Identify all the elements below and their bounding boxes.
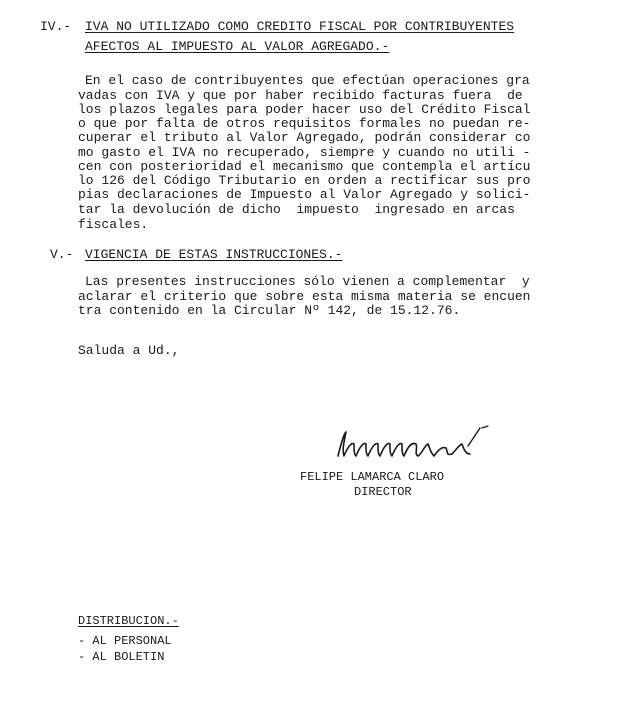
body-line: fiscales. [78, 217, 149, 232]
section-v-heading: VIGENCIA DE ESTAS INSTRUCCIONES.- [85, 247, 343, 262]
body-line: mo gasto el IVA no recuperado, siempre y cuando no utili - [78, 145, 531, 160]
section-iv-number: IV.- [40, 19, 72, 34]
body-line: En el caso de contribuyentes que efectúan operaciones gra [85, 73, 530, 88]
signatory-name: FELIPE LAMARCA CLARO [300, 470, 445, 484]
section-iv-heading-line2: AFECTOS AL IMPUESTO AL VALOR AGREGADO.- [85, 39, 390, 54]
closing-salutation: Saluda a Ud., [78, 343, 180, 358]
body-line: pias declaraciones de Impuesto al Valor Agregado y solici- [78, 187, 531, 202]
section-v-number: V.- [50, 247, 74, 262]
distribution-heading: DISTRIBUCION.- [78, 614, 179, 628]
body-line: los plazos legales para poder hacer uso del Crédito Fiscal [78, 102, 531, 117]
signatory-title: DIRECTOR [354, 485, 412, 499]
body-line: aclarar el criterio que sobre esta misma materia se encuen [78, 289, 531, 304]
handwritten-signature [330, 420, 510, 470]
body-line: tra contenido en la Circular Nº 142, de 15.12.76. [78, 303, 461, 318]
body-line: lo 126 del Código Tributario en orden a rectificar sus pro [78, 173, 531, 188]
section-iv-heading-line1: IVA NO UTILIZADO COMO CREDITO FISCAL POR CONTRIBUYENTES [85, 19, 515, 34]
distribution-item: - AL PERSONAL [78, 634, 172, 648]
body-line: Las presentes instrucciones sólo vienen a complementar y [85, 274, 530, 289]
body-line: cuperar el tributo al Valor Agregado, podrán considerar co [78, 130, 531, 145]
distribution-item: - AL BOLETIN [78, 650, 165, 664]
body-line: o que por falta de otros requisitos formales no puedan re- [78, 116, 531, 131]
body-line: vadas con IVA y que por haber recibido facturas fuera de [78, 88, 523, 103]
body-line: tar la devolución de dicho impuesto ingresado en arcas [78, 202, 515, 217]
body-line: cen con posterioridad el mecanismo que contempla el artícu [78, 159, 531, 174]
